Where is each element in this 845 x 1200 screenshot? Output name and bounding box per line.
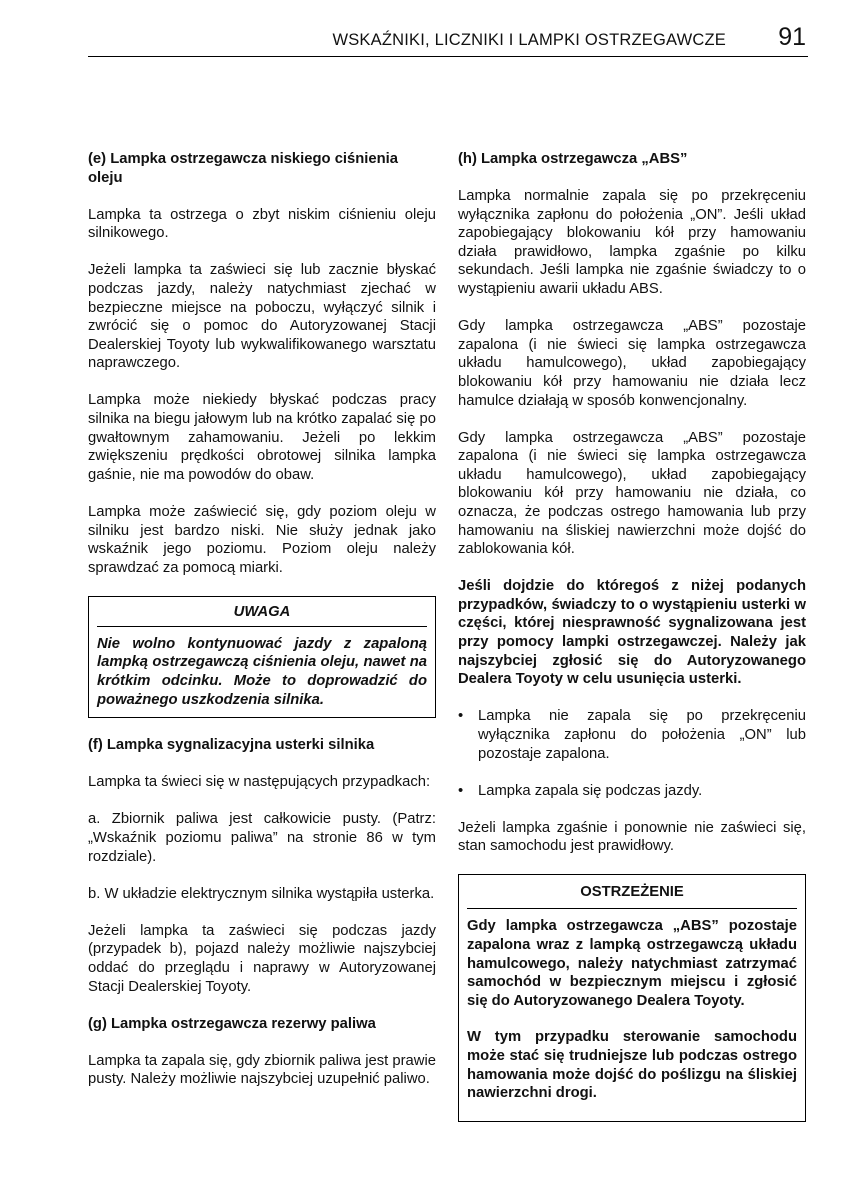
ostrzezenie-body — [459, 909, 805, 1102]
uwaga-title: UWAGA — [97, 597, 427, 627]
section-e-paragraph: Lampka ta ostrzega o zbyt niskim ciśnieniu oleju silnikowego. — [88, 206, 436, 242]
section-h-paragraph: Gdy lampka ostrzegawcza „ABS” pozostaje zapalona (i nie świeci się lampka ostrzegawcza układu hamulcowego), układ zapobiegający blokowaniu kół przy hamowaniu nie działa, co oznacza, że podczas ostrego hamowania lub przy hamowaniu na śliskiej nawierzchni może dojść do zablokowania kół. — [458, 429, 806, 558]
section-h-bold-paragraph: Jeśli dojdzie do któregoś z niżej podanych przypadków, świadczy to o wystąpieniu usterki w części, której niesprawność sygnalizowana jest przy pomocy lampki ostrzegawczej. Należy jak najszybciej zgłosić się do Autoryzowanego Dealera Toyoty w celu usunięcia usterki. — [458, 578, 806, 688]
section-e-heading: (e) Lampka ostrzegawcza niskiego ciśnienia oleju — [88, 151, 399, 186]
section-f-paragraph: Jeżeli lampka ta zaświeci się podczas jazdy (przypadek b), pojazd należy możliwie najszybciej oddać do przeglądu i naprawy w Autoryzowanej Stacji Dealerskiej Toyoty. — [88, 922, 436, 995]
page-header — [88, 22, 808, 57]
uwaga-text: Nie wolno kontynuować jazdy z zapaloną lampką ostrzegawczą ciśnienia oleju, nawet na krótkim odcinku. Może to doprowadzić do poważnego uszkodzenia silnika. — [97, 635, 427, 708]
section-g-heading: (g) Lampka ostrzegawcza rezerwy paliwa — [88, 1015, 376, 1032]
section-h-paragraph: Jeżeli lampka zgaśnie i ponownie nie zaświeci się, stan samochodu jest prawidłowy. — [458, 819, 806, 855]
left-column — [88, 150, 436, 1107]
section-f-heading: (f) Lampka sygnalizacyjna usterki silnika — [88, 737, 375, 754]
section-h-heading: (h) Lampka ostrzegawcza „ABS” — [458, 151, 688, 167]
section-f-paragraph: Lampka ta świeci się w następujących przypadkach: — [88, 774, 431, 791]
ostrzezenie-paragraph: W tym przypadku sterowanie samochodu może stać się trudniejsze lub podczas ostrego hamowania może dojść do poślizgu na śliskiej nawierzchni drogi. — [467, 1029, 797, 1102]
section-e-paragraph: Lampka może zaświecić się, gdy poziom oleju w silniku jest bardzo niski. Nie służy jednak jako wskaźnik jego poziomu. Poziom oleju należy sprawdzać za pomocą miarki. — [88, 503, 436, 576]
section-g-paragraph: Lampka ta zapala się, gdy zbiornik paliwa jest prawie pusty. Należy możliwie najszybciej uzupełnić paliwo. — [88, 1052, 436, 1088]
running-title: WSKAŹNIKI, LICZNIKI I LAMPKI OSTRZEGAWCZE — [332, 31, 726, 49]
ostrzezenie-box — [458, 874, 806, 1121]
list-item — [458, 782, 806, 801]
section-f-paragraph: b. W układzie elektrycznym silnika wystąpiła usterka. — [88, 885, 435, 902]
section-e-paragraph: Lampka może niekiedy błyskać podczas pracy silnika na biegu jałowym lub na krótko zapalać się po gwałtownym zahamowaniu. Jeżeli po lekkim zwiększeniu prędkości obrotowej silnika lampka gaśnie, nie ma powodów do obaw. — [88, 392, 436, 483]
list-item-text: Lampka nie zapala się po przekręceniu wyłącznika zapłonu do położenia „ON” lub pozostaje zapalona. — [478, 708, 806, 762]
list-item-text: Lampka zapala się podczas jazdy. — [478, 782, 703, 799]
list-item — [458, 707, 806, 763]
bullet-icon: • — [458, 782, 464, 799]
section-h-paragraph: Gdy lampka ostrzegawcza „ABS” pozostaje zapalona (i nie świeci się lampka ostrzegawcza układu hamulcowego), układ zapobiegający blokowaniu kół przy hamowaniu nie działa lecz hamulce działają w sposób konwencjonalny. — [458, 318, 806, 409]
section-e-paragraph: Jeżeli lampka ta zaświeci się lub zacznie błyskać podczas jazdy, należy natychmiast zjechać w bezpieczne miejsce na poboczu, wyłączyć silnik i zwrócić się o pomoc do Autoryzowanej Stacji Dealerskiej Toyoty lub wykwalifikowanego warsztatu naprawczego. — [88, 262, 436, 372]
section-f-paragraph: a. Zbiornik paliwa jest całkowicie pusty. (Patrz: „Wskaźnik poziomu paliwa” na stronie 86 w tym rozdziale). — [88, 811, 436, 865]
page-number: 91 — [778, 23, 806, 51]
ostrzezenie-paragraph: Gdy lampka ostrzegawcza „ABS” pozostaje zapalona wraz z lampką ostrzegawczą układu hamulcowego, należy natychmiast zatrzymać samochód w bezpiecznym miejscu i zgłosić się do Autoryzowanego Dealera Toyoty. — [467, 918, 797, 1009]
section-h-paragraph: Lampka normalnie zapala się po przekręceniu wyłącznika zapłonu do położenia „ON”. Jeśli układ zapobiegający blokowaniu kół przy hamowaniu działa prawidłowo, lampka zgaśnie po kilku sekundach. Jeśli lampka nie zgaśnie świadczy to o wystąpieniu awarii układu ABS. — [458, 188, 806, 298]
ostrzezenie-title: OSTRZEŻENIE — [467, 875, 797, 909]
uwaga-box — [88, 596, 436, 718]
bullet-list — [458, 707, 806, 800]
bullet-icon: • — [458, 708, 464, 725]
right-column — [458, 150, 806, 1122]
